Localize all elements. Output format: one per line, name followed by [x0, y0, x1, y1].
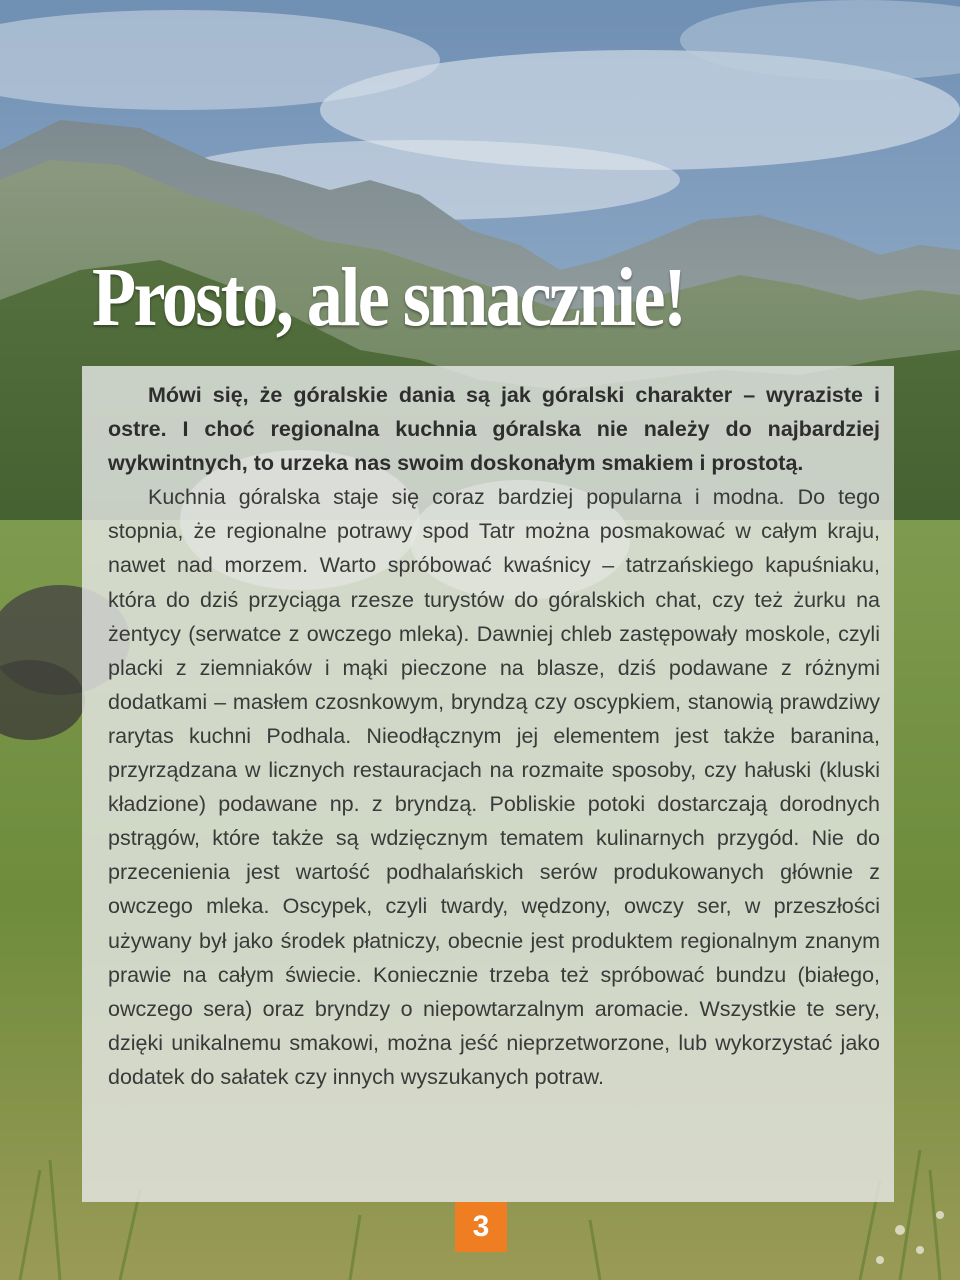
lead-paragraph: Mówi się, że góralskie dania są jak góralski charakter – wyraziste i ostre. I choć regionalna kuchnia góralska nie należy do najbardziej wykwintnych, to urzeka nas swoim doskonałym smakiem i prostotą. [108, 383, 880, 476]
page-title: Prosto, ale smacznie! [92, 251, 685, 344]
body-paragraph: Kuchnia góralska staje się coraz bardziej popularna i modna. Do tego stopnia, że regionalne potrawy spod Tatr można posmakować w całym kraju, nawet nad morzem. Warto spróbować kwaśnicy – tatrzańskiego kapuśniaku, która do dziś przyciąga rzesze turystów do góralskich chat, czy też żurku na żentycy (serwatce z owczego mleka). Dawniej chleb zastępowały moskole, czyli placki z ziemniaków i mąki pieczone na blasze, dziś podawane z różnymi dodatkami – masłem czosnkowym, bryndzą czy oscypkiem, stanowią prawdziwy rarytas kuchni Podhala. Nieodłącznym jej elementem jest także baranina, przyrządzana w licznych restauracjach na rozmaite sposoby, czy hałuski (kluski kładzione) podawane np. z bryndzą. Pobliskie potoki dostarczają dorodnych pstrągów, które także są wdzięcznym tematem kulinarnych przygód. Nie do przecenienia jest wartość podhalańskich serów produkowanych głównie z owczego mleka. Oscypek, czyli twardy, wędzony, owczy ser, w przeszłości używany był jako środek płatniczy, obecnie jest produktem regionalnym znanym prawie na całym świecie. Koniecznie trzeba też spróbować bundzu (białego, owczego sera) oraz bryndzy o niepowtarzalnym aromacie. Wszystkie te sery, dzięki unikalnemu smakowi, można jeść nieprzetworzone, lub wykorzystać jako dodatek do sałatek czy innych wyszukanych potraw. [108, 485, 880, 1089]
article-body [108, 378, 880, 1094]
page-number-badge: 3 [455, 1202, 507, 1252]
